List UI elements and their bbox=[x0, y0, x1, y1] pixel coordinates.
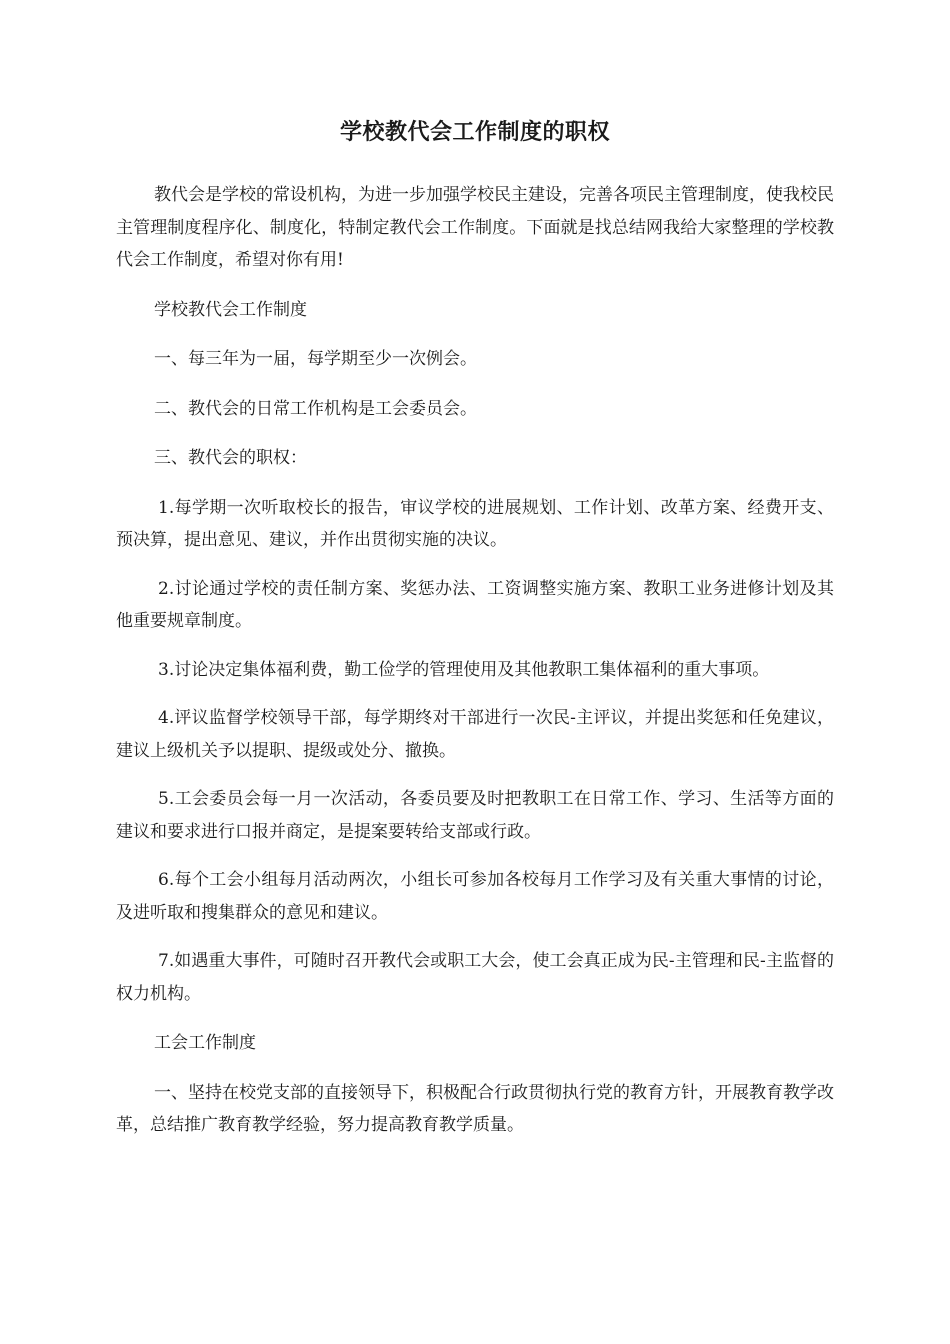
list-item: 2.讨论通过学校的责任制方案、奖惩办法、工资调整实施方案、教职工业务进修计划及其他重要规章制度。 bbox=[116, 578, 834, 631]
list-item: 1.每学期一次听取校长的报告，审议学校的进展规划、工作计划、改革方案、经费开支、预决算，提出意见、建议，并作出贯彻实施的决议。 bbox=[116, 497, 834, 550]
list-item: 三、教代会的职权： bbox=[154, 448, 307, 468]
list-item: 5.工会委员会每一月一次活动，各委员要及时把教职工在日常工作、学习、生活等方面的建议和要求进行口报并商定，是提案要转给支部或行政。 bbox=[116, 789, 834, 842]
intro-paragraph: 教代会是学校的常设机构，为进一步加强学校民主建设，完善各项民主管理制度，使我校民主管理制度程序化、制度化，特制定教代会工作制度。下面就是找总结网我给大家整理的学校教代会工作制度，希望对你有用! bbox=[116, 185, 834, 270]
list-item: 3.讨论决定集体福利费，勤工俭学的管理使用及其他教职工集体福利的重大事项。 bbox=[158, 659, 770, 680]
document-body bbox=[116, 179, 834, 1142]
list-item: 7.如遇重大事件，可随时召开教代会或职工大会，使工会真正成为民-主管理和民-主监督的权力机构。 bbox=[116, 951, 834, 1004]
document-title: 学校教代会工作制度的职权 bbox=[339, 119, 610, 145]
list-item: 6.每个工会小组每月活动两次，小组长可参加各校每月工作学习及有关重大事情的讨论，及进听取和搜集群众的意见和建议。 bbox=[116, 870, 834, 923]
list-item: 4.评议监督学校领导干部，每学期终对干部进行一次民-主评议，并提出奖惩和任免建议，建议上级机关予以提职、提级或处分、撤换。 bbox=[116, 708, 834, 761]
list-item: 一、坚持在校党支部的直接领导下，积极配合行政贯彻执行党的教育方针，开展教育教学改革，总结推广教育教学经验，努力提高教育教学质量。 bbox=[116, 1082, 834, 1135]
section-heading-teacher-congress: 学校教代会工作制度 bbox=[154, 299, 307, 320]
list-item: 二、教代会的日常工作机构是工会委员会。 bbox=[154, 398, 477, 419]
section-heading-union-work: 工会工作制度 bbox=[154, 1033, 256, 1053]
list-item: 一、每三年为一届，每学期至少一次例会。 bbox=[154, 349, 477, 369]
